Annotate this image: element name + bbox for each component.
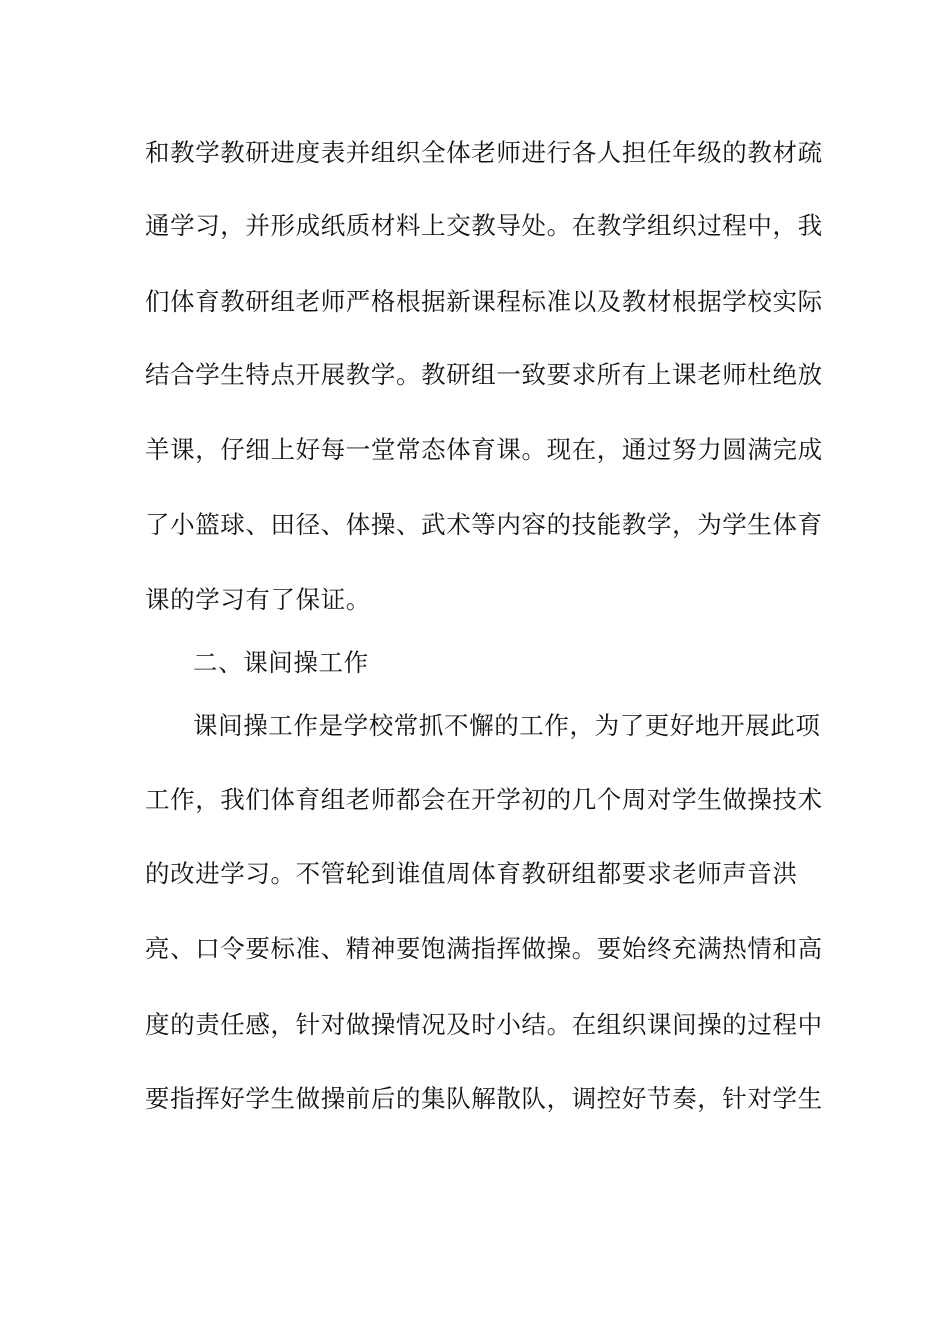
text-line-8: 课间操工作是学校常抓不懈的工作，为了更好地开展此项 <box>193 711 821 740</box>
text-line-4: 结合学生特点开展教学。教研组一致要求所有上课老师杜绝放 <box>145 360 823 389</box>
text-line-10: 的改进学习。不管轮到谁值周体育教研组都要求老师声音洪 <box>145 859 798 888</box>
text-line-5: 羊课，仔细上好每一堂常态体育课。现在，通过努力圆满完成 <box>145 435 823 464</box>
text-line-12: 度的责任感，针对做操情况及时小结。在组织课间操的过程中 <box>145 1010 823 1039</box>
text-line-1: 和教学教研进度表并组织全体老师进行各人担任年级的教材疏 <box>145 138 823 167</box>
text-line-6: 了小篮球、田径、体操、武术等内容的技能教学，为学生体育 <box>145 510 823 539</box>
text-line-2: 通学习，并形成纸质材料上交教导处。在教学组织过程中，我 <box>145 211 823 240</box>
text-line-11: 亮、口令要标准、精神要饱满指挥做操。要始终充满热情和高 <box>145 934 823 963</box>
text-line-13: 要指挥好学生做操前后的集队解散队，调控好节奏，针对学生 <box>145 1084 823 1113</box>
section-heading: 二、课间操工作 <box>193 648 369 677</box>
text-line-3: 们体育教研组老师严格根据新课程标准以及教材根据学校实际 <box>145 287 823 316</box>
text-line-7: 课的学习有了保证。 <box>145 585 371 614</box>
text-line-9: 工作，我们体育组老师都会在开学初的几个周对学生做操技术 <box>145 785 823 814</box>
